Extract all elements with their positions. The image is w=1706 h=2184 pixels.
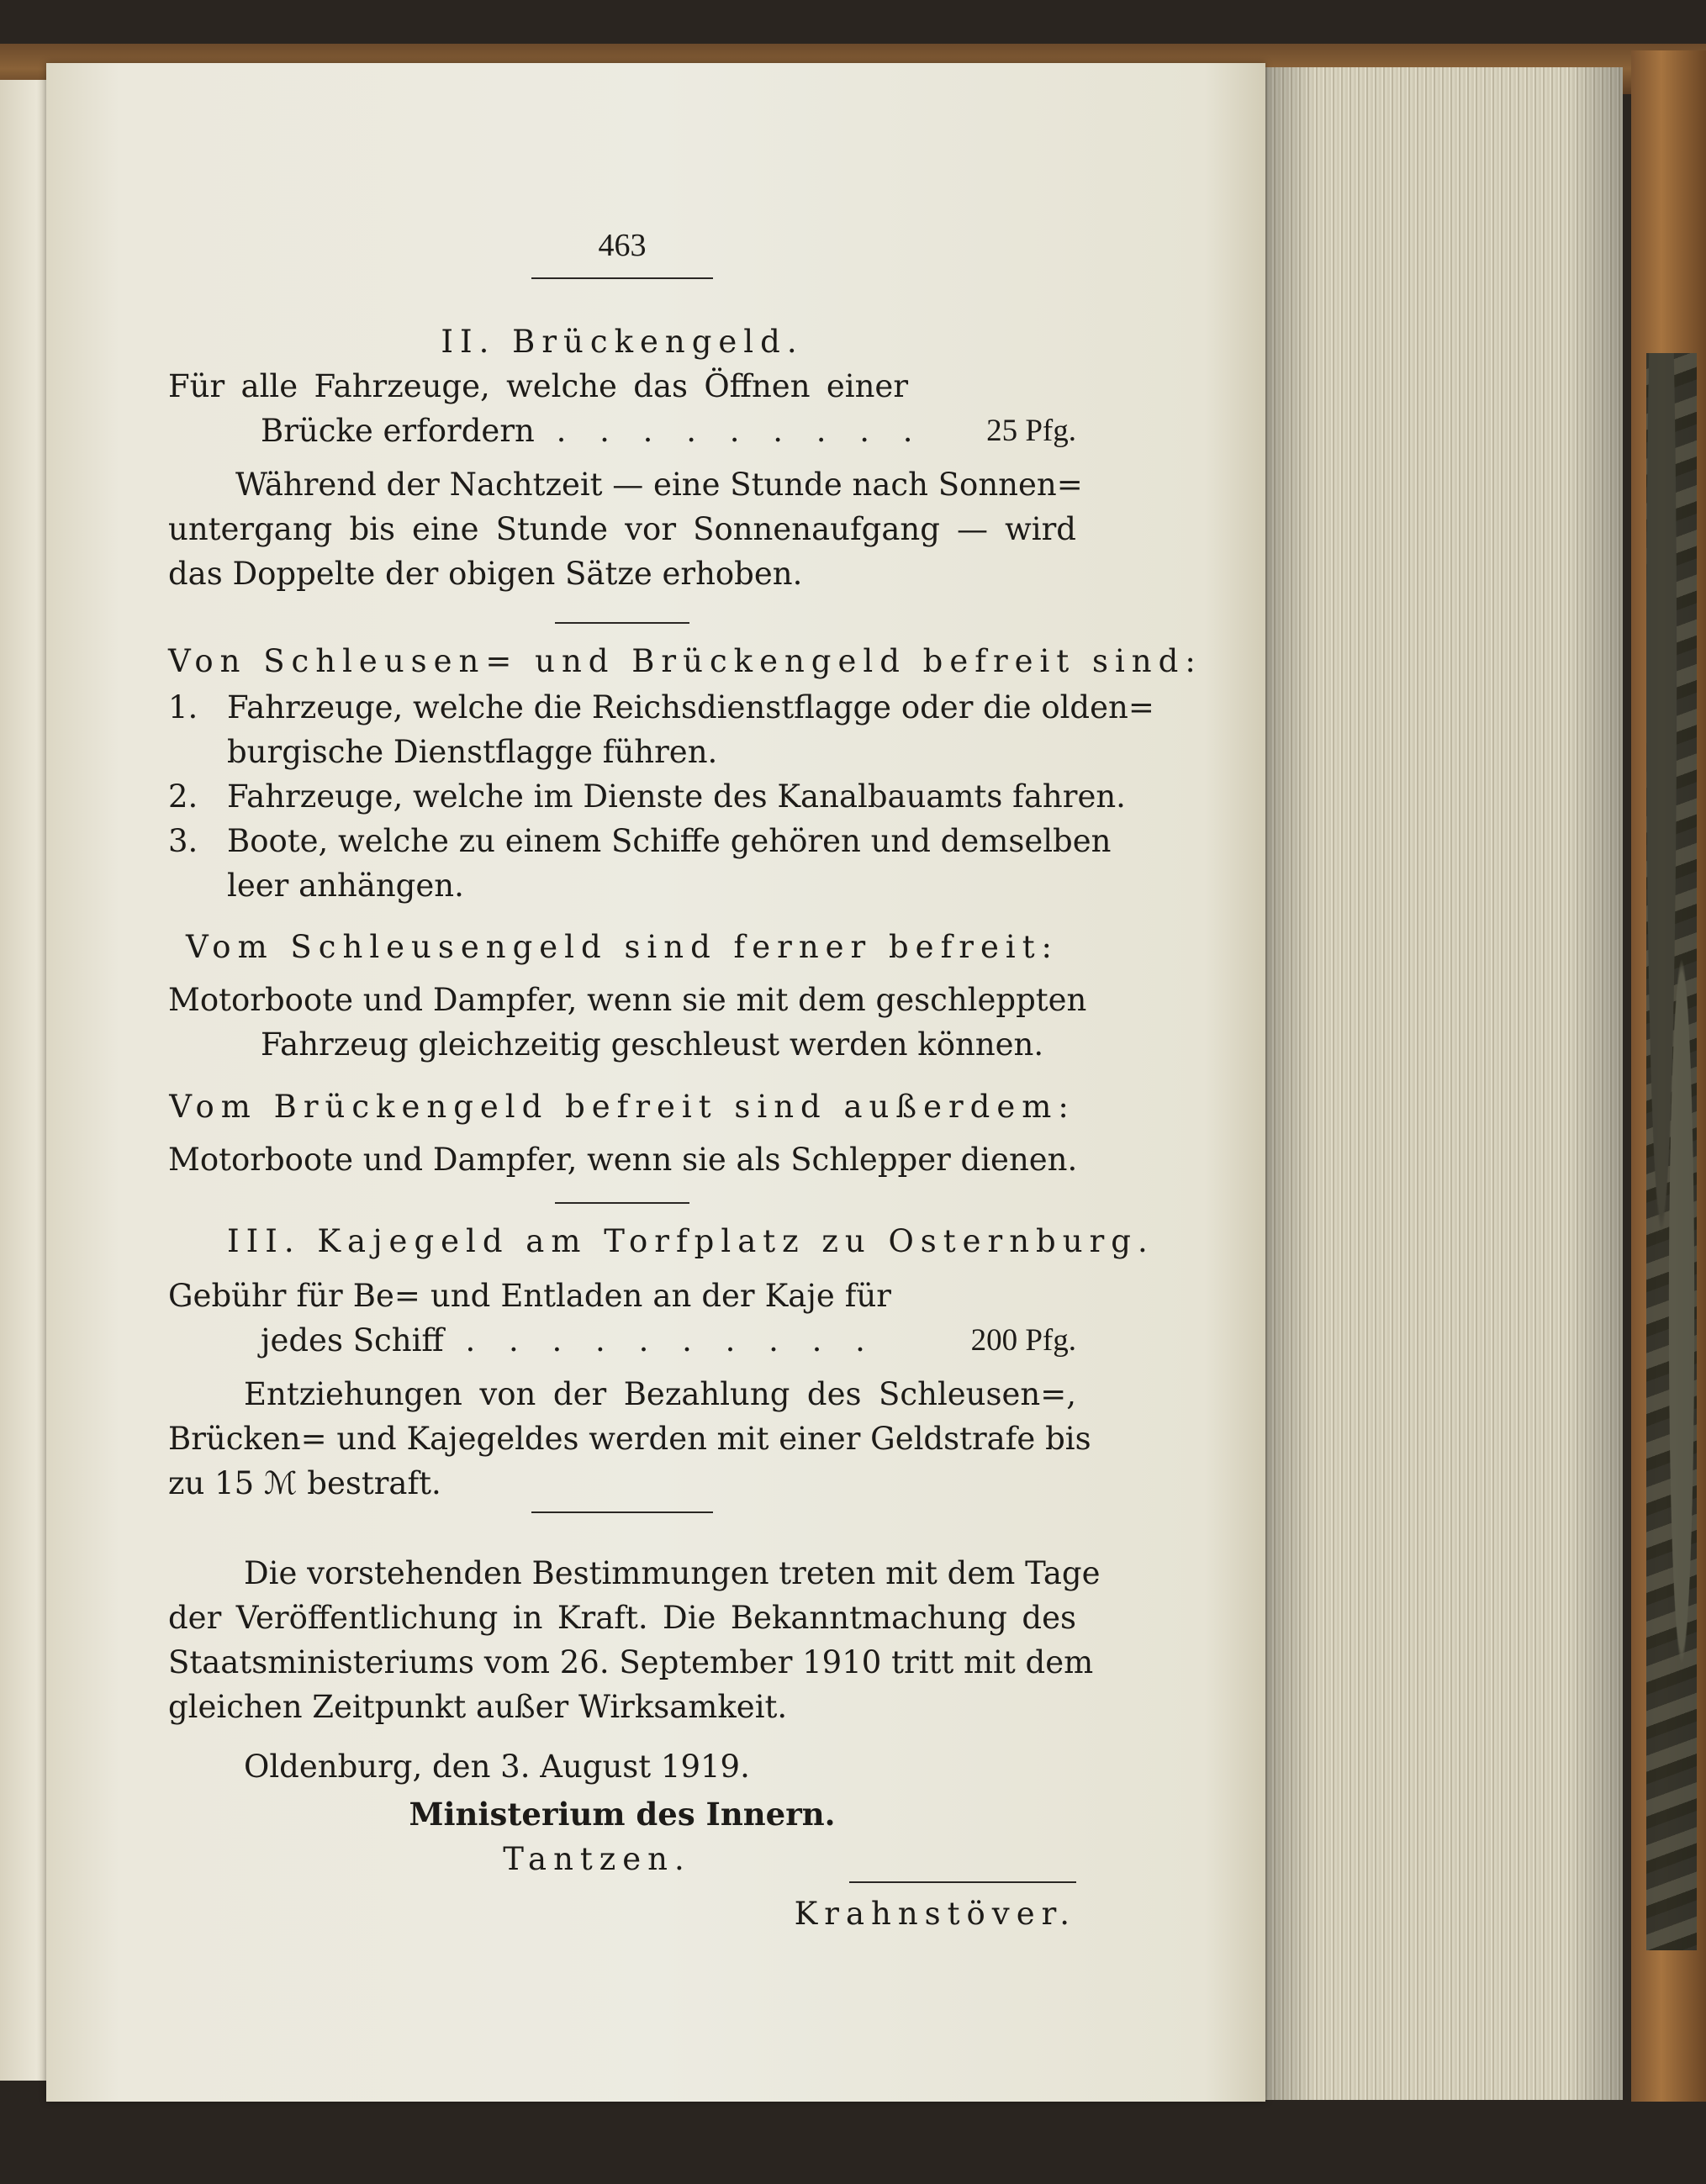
- quay-fee-item: jedes Schiff: [261, 1322, 444, 1358]
- exemption-item-line: Fahrzeuge, welche im Dienste des Kanalbauamts fahren.: [227, 778, 1126, 815]
- exemption-item-line: Boote, welche zu einem Schiffe gehören und demselben: [227, 823, 1112, 859]
- place-date: Oldenburg, den 3. August 1919.: [244, 1749, 750, 1785]
- page-number: 463: [598, 228, 647, 263]
- signatory: Tantzen.: [503, 1841, 691, 1877]
- lock-exemption-line: Motorboote und Dampfer, wenn sie mit dem geschleppten: [168, 982, 1087, 1018]
- bridge-fee-leader: . . . . . . . . .: [556, 413, 925, 449]
- marbled-cover: [1646, 353, 1697, 1950]
- bridge-fee-item: Brücke erfordern: [261, 413, 535, 449]
- exemption-number: 2.: [168, 778, 198, 815]
- exemptions-heading: Von Schleusen= und Brückengeld befreit sind:: [168, 643, 1202, 679]
- penalty-line: zu 15 ℳ bestraft.: [168, 1465, 441, 1501]
- countersignatory: Krahnstöver.: [794, 1896, 1076, 1932]
- signature-rule: [849, 1881, 1076, 1883]
- night-text-line: das Doppelte der obigen Sätze erhoben.: [168, 556, 803, 592]
- section-divider: [531, 1511, 713, 1513]
- section-heading-quay-fee: III. Kajegeld am Torfplatz zu Osternburg.: [227, 1223, 1154, 1259]
- section-divider: [555, 622, 689, 624]
- penalty-line: Brücken= und Kajegeldes werden mit einer Geldstrafe bis: [168, 1421, 1091, 1457]
- bridge-exemption-line: Motorboote und Dampfer, wenn sie als Schlepper dienen.: [168, 1142, 1078, 1178]
- closing-line: Die vorstehenden Bestimmungen treten mit dem Tage: [244, 1555, 1101, 1591]
- closing-line: Staatsministeriums vom 26. September 1910 tritt mit dem: [168, 1644, 1094, 1680]
- penalty-line: Entziehungen von der Bezahlung des Schleusen=,: [244, 1376, 1076, 1412]
- ministry-name: Ministerium des Innern.: [409, 1796, 836, 1833]
- exemption-item-line: Fahrzeuge, welche die Reichsdienstflagge oder die olden=: [227, 689, 1154, 725]
- night-text-line: untergang bis eine Stunde vor Sonnenaufgang — wird: [168, 511, 1076, 547]
- exemption-item-line: burgische Dienstflagge führen.: [227, 734, 718, 770]
- page-number-rule: [531, 277, 713, 279]
- bridge-fee-text: Für alle Fahrzeuge, welche das Öffnen einer: [168, 368, 908, 404]
- exemption-number: 3.: [168, 823, 198, 859]
- bridge-exemption-heading: Vom Brückengeld befreit sind außerdem:: [169, 1089, 1075, 1125]
- lock-exemption-line: Fahrzeug gleichzeitig geschleust werden können.: [261, 1026, 1044, 1063]
- quay-fee-row: [261, 1318, 1076, 1363]
- section-divider: [555, 1202, 689, 1204]
- quay-fee-leader: . . . . . . . . . .: [465, 1322, 877, 1358]
- lock-exemption-heading: Vom Schleusengeld sind ferner befreit:: [185, 929, 1059, 965]
- closing-line: gleichen Zeitpunkt außer Wirksamkeit.: [168, 1689, 788, 1725]
- night-text-line: Während der Nachtzeit — eine Stunde nach Sonnen=: [235, 467, 1083, 503]
- quay-fee-amount: 200 Pfg.: [970, 1323, 1076, 1358]
- page-stack-edge: [1261, 67, 1623, 2100]
- exemption-item-line: leer anhängen.: [227, 868, 464, 904]
- bridge-fee-row: [261, 409, 1076, 453]
- bridge-fee-amount: 25 Pfg.: [986, 414, 1076, 448]
- section-heading-bridge-toll: II. Brückengeld.: [441, 324, 804, 360]
- closing-line: der Veröffentlichung in Kraft. Die Bekanntmachung des: [168, 1600, 1076, 1636]
- exemption-number: 1.: [168, 689, 198, 725]
- quay-fee-text: Gebühr für Be= und Entladen an der Kaje für: [168, 1278, 891, 1314]
